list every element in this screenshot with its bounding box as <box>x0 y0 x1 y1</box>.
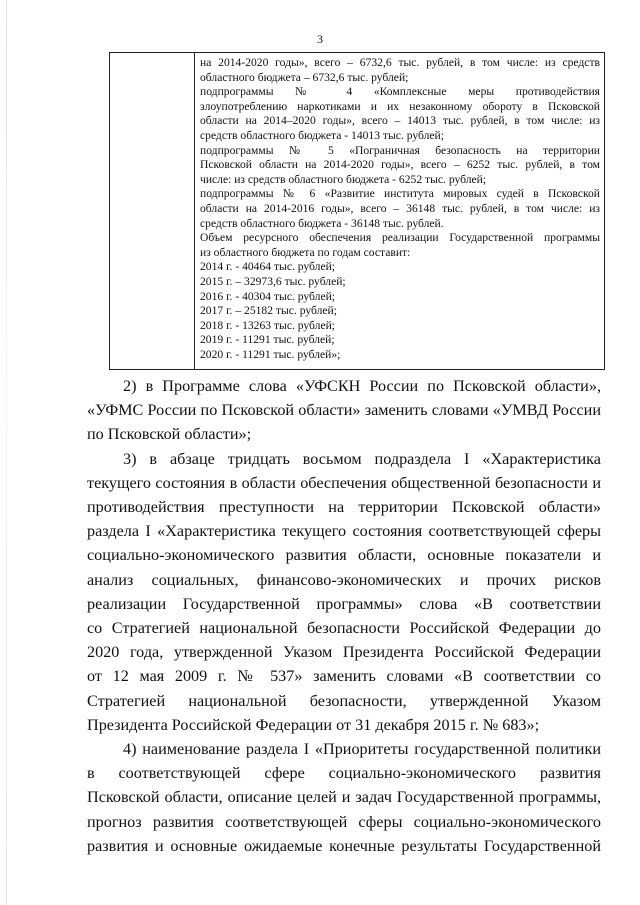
table-line: областного бюджета – 6732,6 тыс. рублей; <box>200 70 409 84</box>
paragraph-line: 2020 года, утвержденной Указом Президента Российской Федерации <box>87 643 601 662</box>
table-line: Объем ресурсного обеспечения реализации Государственной программы <box>200 231 600 245</box>
document-body <box>87 374 601 858</box>
paragraph-line: Псковской области, описание целей и задач Государственной программы, <box>87 788 601 807</box>
table-line: из областного бюджета по годам составит: <box>200 245 411 259</box>
paragraph-line: 3) в абзаце тридцать восьмом подраздела I «Характеристика <box>123 449 601 468</box>
paragraph-line: реализации Государственной программы» слова «В соответствии <box>87 594 601 613</box>
paragraph-line: развития и основные ожидаемые конечные результаты Государственной <box>87 836 601 855</box>
paragraph-line: 2) в Программе слова «УФСКН России по Псковской области», <box>123 377 601 395</box>
table-right-column <box>200 56 600 362</box>
table-left-column <box>110 53 195 369</box>
paragraph-line: противодействия преступности на территории Псковской области» <box>87 498 601 517</box>
paragraph-line: анализ социальных, финансово-экономических и прочих рисков <box>87 570 601 589</box>
table-line: 2019 г. - 11291 тыс. рублей; <box>200 333 335 347</box>
table-line: подпрограммы № 6 «Развитие института мировых судей в Псковской <box>200 187 600 201</box>
table-line: Псковской области на 2014-2020 годы», всего – 6252 тыс. рублей, в том <box>200 158 600 172</box>
paragraph-line: «УФМС России по Псковской области» заменить словами «УМВД России <box>87 401 601 420</box>
page-number: 3 <box>317 32 323 46</box>
paragraph-line: текущего состояния в области обеспечения общественной безопасности и <box>87 473 601 492</box>
continuation-table <box>109 52 605 370</box>
table-line: подпрограммы № 4 «Комплексные меры противодействия <box>200 85 600 99</box>
table-line: подпрограммы № 5 «Пограничная безопасность на территории <box>200 143 600 157</box>
paragraph-line: по Псковской области»; <box>87 425 252 444</box>
scan-edge <box>6 0 7 905</box>
paragraph-line: в соответствующей сфере социально-экономического развития <box>87 764 601 783</box>
table-line: 2017 г. – 25182 тыс. рублей; <box>200 304 337 318</box>
table-line: области на 2014–2020 годы», всего – 14013 тыс. рублей, в том числе: из <box>200 114 600 128</box>
paragraph-line: от 12 мая 2009 г. № 537» заменить словами «В соответствии со <box>87 667 601 686</box>
table-line: 2015 г. – 32973,6 тыс. рублей; <box>200 274 346 288</box>
paragraph-line: Стратегией национальной безопасности, утвержденной Указом <box>87 691 601 710</box>
paragraph-line: со Стратегией национальной безопасности Российской Федерации до <box>87 619 601 638</box>
table-line: 2018 г. - 13263 тыс. рублей; <box>200 318 336 332</box>
paragraph-line: социально-экономического развития области, основные показатели и <box>87 546 601 565</box>
table-line: 2020 г. - 11291 тыс. рублей»; <box>200 347 341 361</box>
table-line: области на 2014-2016 годы», всего – 36148 тыс. рублей, в том числе: из <box>200 201 600 215</box>
paragraph-line: Президента Российской Федерации от 31 декабря 2015 г. № 683»; <box>87 715 540 734</box>
table-line: 2014 г. - 40464 тыс. рублей; <box>200 260 336 274</box>
paragraph-line: раздела I «Характеристика текущего состояния соответствующей сферы <box>87 522 601 541</box>
paragraph-line: прогноз развития соответствующей сферы социально-экономического <box>87 812 601 831</box>
table-line: на 2014-2020 годы», всего – 6732,6 тыс. рублей, в том числе: из средств <box>200 56 600 69</box>
table-line: средств областного бюджета - 36148 тыс. рублей. <box>200 216 444 230</box>
table-line: числе: из средств областного бюджета - 6252 тыс. рублей; <box>200 172 487 186</box>
table-line: средств областного бюджета - 14013 тыс. рублей; <box>200 128 444 142</box>
paragraph-line: 4) наименование раздела I «Приоритеты государственной политики <box>123 740 601 759</box>
table-line: 2016 г. - 40304 тыс. рублей; <box>200 289 336 303</box>
table-line: злоупотреблению наркотиками и их незаконному обороту в Псковской <box>200 99 600 113</box>
